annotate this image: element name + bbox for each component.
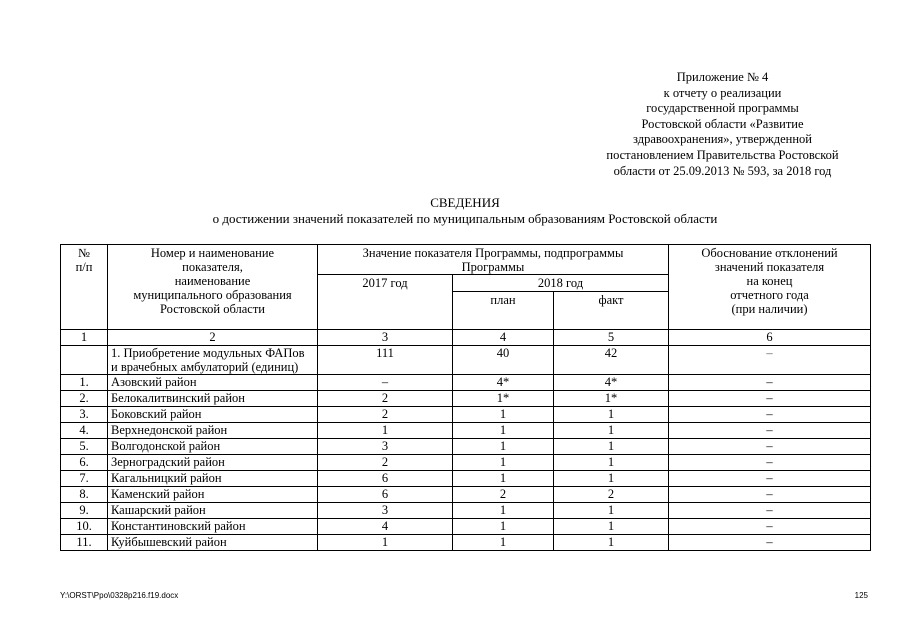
header-row [61,245,871,275]
row-fact: 1 [554,535,669,551]
row-num: 1. [61,375,108,391]
index-cell: 3 [318,330,453,346]
row-2017: 1 [318,423,453,439]
row-district: Константиновский район [108,519,318,535]
table-row [61,407,871,423]
row-2017: 3 [318,503,453,519]
index-cell: 1 [61,330,108,346]
row-fact: 4* [554,375,669,391]
row-num: 7. [61,471,108,487]
file-path: Y:\ORST\Ppo\0328p216.f19.docx [60,591,179,600]
appendix-line: государственной программы [646,101,799,116]
row-2017: 2 [318,407,453,423]
row-2017: 2 [318,455,453,471]
header-fact: факт [554,292,669,330]
row-reason: – [669,407,871,423]
document-title [60,195,870,227]
row-num: 2. [61,391,108,407]
table-row [61,375,871,391]
appendix-line: Приложение № 4 [676,70,769,84]
row-2017: 6 [318,487,453,503]
table-row [61,519,871,535]
appendix-line: области от 25.09.2013 № 593, за 2018 год [613,163,832,178]
row-plan: 1 [453,455,554,471]
row-fact: 1* [554,391,669,407]
row-fact: 1 [554,423,669,439]
header-value-group: Значение показателя Программы, подпрограммы Программы [318,245,669,275]
row-reason: – [669,471,871,487]
table-row [61,487,871,503]
appendix-block [560,70,885,179]
row-reason: – [669,439,871,455]
row-num: 9. [61,503,108,519]
index-cell: 6 [669,330,871,346]
index-cell: 2 [108,330,318,346]
row-district: Зерноградский район [108,455,318,471]
row-reason: – [669,503,871,519]
row-num: 8. [61,487,108,503]
title-sub: о достижении значений показателей по муниципальным образованиям Ростовской области [212,211,718,226]
header-name: Номер и наименование показателя, наименование муниципального образования Ростовской области [108,245,318,330]
header-2017: 2017 год [318,275,453,330]
row-district: Верхнедонской район [108,423,318,439]
row-district: Кашарский район [108,503,318,519]
row-plan: 1 [453,439,554,455]
row-2017: 1 [318,535,453,551]
row-reason: – [669,423,871,439]
appendix-line: Ростовской области «Развитие [641,116,804,131]
row-fact: 1 [554,471,669,487]
row-num: 10. [61,519,108,535]
indicator-2017: 111 [318,346,453,375]
indicator-plan: 40 [453,346,554,375]
row-fact: 1 [554,519,669,535]
title-main: СВЕДЕНИЯ [430,195,500,210]
row-fact: 2 [554,487,669,503]
row-2017: – [318,375,453,391]
row-district: Куйбышевский район [108,535,318,551]
table-row [61,391,871,407]
row-plan: 1 [453,503,554,519]
row-plan: 1 [453,535,554,551]
row-district: Кагальницкий район [108,471,318,487]
row-district: Азовский район [108,375,318,391]
page-number: 125 [854,591,868,600]
row-plan: 4* [453,375,554,391]
table-row [61,471,871,487]
row-plan: 2 [453,487,554,503]
row-2017: 4 [318,519,453,535]
row-district: Белокалитвинский район [108,391,318,407]
row-num: 5. [61,439,108,455]
appendix-line: к отчету о реализации [663,85,782,100]
row-num: 11. [61,535,108,551]
indicator-row [61,346,871,375]
index-cell: 5 [554,330,669,346]
header-reason: Обоснование отклонений значений показателя на конец отчетного года (при наличии) [669,245,871,330]
table-row [61,439,871,455]
row-2017: 3 [318,439,453,455]
row-num: 4. [61,423,108,439]
row-reason: – [669,487,871,503]
table-row [61,535,871,551]
row-fact: 1 [554,439,669,455]
row-district: Волгодонской район [108,439,318,455]
indicator-name: 1. Приобретение модульных ФАПов и врачебных амбулаторий (единиц) [108,346,318,375]
indicator-table [60,244,871,551]
row-plan: 1 [453,407,554,423]
row-plan: 1 [453,423,554,439]
row-fact: 1 [554,455,669,471]
row-district: Боковский район [108,407,318,423]
row-2017: 6 [318,471,453,487]
row-reason: – [669,391,871,407]
header-2018: 2018 год [453,275,669,292]
row-plan: 1 [453,519,554,535]
row-num: 6. [61,455,108,471]
table-row [61,455,871,471]
index-row [61,330,871,346]
row-2017: 2 [318,391,453,407]
appendix-line: здравоохранения», утвержденной [633,132,812,147]
indicator-reason: – [669,346,871,375]
row-fact: 1 [554,503,669,519]
row-plan: 1* [453,391,554,407]
appendix-line: постановлением Правительства Ростовской [606,147,839,162]
row-plan: 1 [453,471,554,487]
row-reason: – [669,519,871,535]
row-num: 3. [61,407,108,423]
header-plan: план [453,292,554,330]
indicator-num [61,346,108,375]
row-fact: 1 [554,407,669,423]
header-num: № п/п [61,245,108,330]
table-row [61,423,871,439]
table-row [61,503,871,519]
row-district: Каменский район [108,487,318,503]
row-reason: – [669,535,871,551]
row-reason: – [669,455,871,471]
row-reason: – [669,375,871,391]
index-cell: 4 [453,330,554,346]
indicator-fact: 42 [554,346,669,375]
